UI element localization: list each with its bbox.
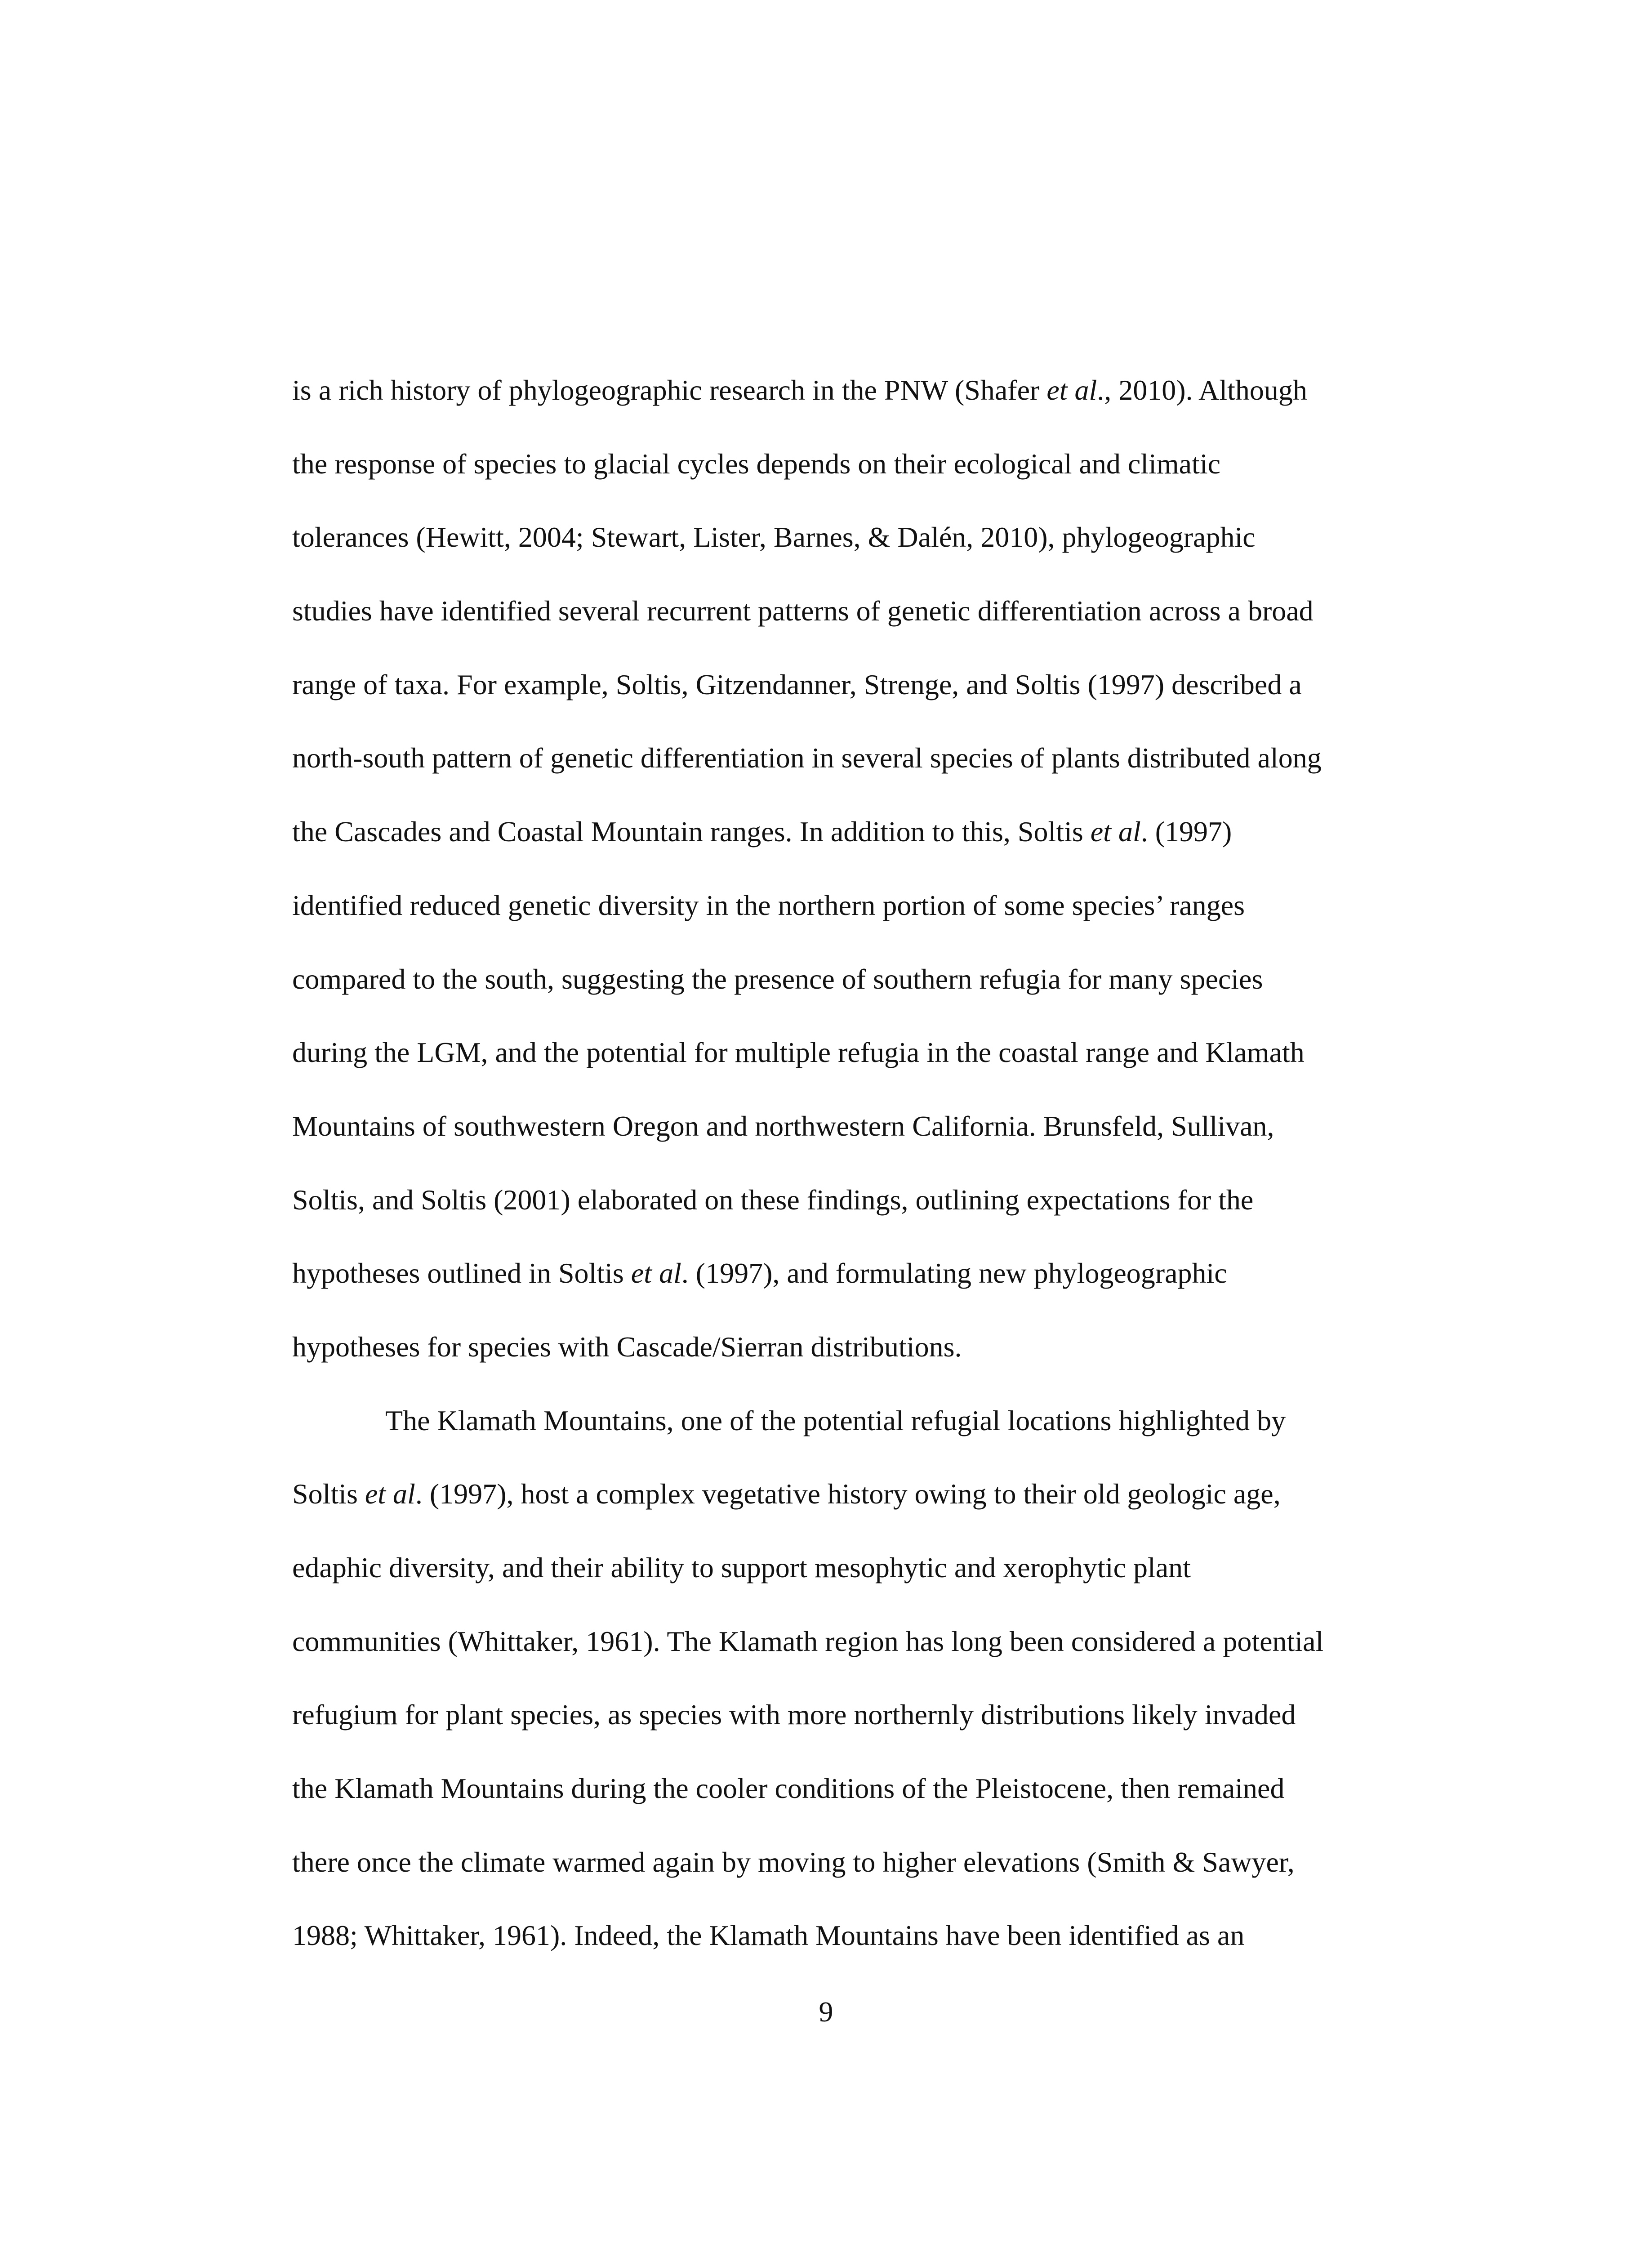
italic-text: et al	[1090, 816, 1141, 848]
text-segment: north-south pattern of genetic differentiation in several species of plants distributed along	[292, 742, 1322, 774]
text-line	[292, 500, 1488, 574]
text-segment: is a rich history of phylogeographic research in the PNW (Shafer	[292, 374, 1047, 406]
text-line	[292, 1457, 1488, 1531]
text-line	[292, 1678, 1488, 1752]
text-segment: hypotheses outlined in Soltis	[292, 1257, 631, 1289]
text-line	[292, 795, 1488, 869]
text-line	[292, 353, 1488, 427]
text-line	[292, 1531, 1488, 1605]
text-segment: . (1997), host a complex vegetative history owing to their old geologic age,	[415, 1478, 1281, 1510]
text-segment: during the LGM, and the potential for multiple refugia in the coastal range and Klamath	[292, 1036, 1305, 1069]
text-segment: ., 2010). Although	[1097, 374, 1307, 406]
text-segment: there once the climate warmed again by moving to higher elevations (Smith & Sawyer,	[292, 1846, 1295, 1878]
text-line	[292, 648, 1488, 722]
text-line	[292, 1605, 1488, 1678]
text-segment: . (1997), and formulating new phylogeographic	[681, 1257, 1227, 1289]
text-segment: tolerances (Hewitt, 2004; Stewart, Lister, Barnes, & Dalén, 2010), phylogeographic	[292, 521, 1256, 553]
text-line	[292, 1752, 1488, 1825]
italic-text: et al	[365, 1478, 415, 1510]
text-segment: range of taxa. For example, Soltis, Gitzendanner, Strenge, and Soltis (1997) described a	[292, 668, 1302, 700]
text-segment: edaphic diversity, and their ability to support mesophytic and xerophytic plant	[292, 1552, 1191, 1583]
paragraph	[292, 353, 1488, 1384]
text-segment: the response of species to glacial cycles depends on their ecological and climatic	[292, 447, 1220, 480]
text-segment: . (1997)	[1140, 816, 1232, 848]
text-line	[292, 1089, 1488, 1163]
text-segment: the Klamath Mountains during the cooler conditions of the Pleistocene, then remained	[292, 1772, 1285, 1805]
text-segment: hypotheses for species with Cascade/Sierran distributions.	[292, 1330, 962, 1363]
text-line	[292, 574, 1488, 648]
text-segment: Soltis, and Soltis (2001) elaborated on these findings, outlining expectations for the	[292, 1183, 1254, 1216]
text-segment: the Cascades and Coastal Mountain ranges. In addition to this, Soltis	[292, 816, 1091, 848]
text-line	[292, 1016, 1488, 1089]
text-segment: refugium for plant species, as species with more northernly distributions likely invaded	[292, 1699, 1296, 1731]
text-line	[292, 869, 1488, 942]
text-line	[292, 1899, 1488, 1972]
text-segment: Mountains of southwestern Oregon and northwestern California. Brunsfeld, Sullivan,	[292, 1110, 1274, 1142]
text-segment: identified reduced genetic diversity in the northern portion of some species’ ranges	[292, 889, 1245, 921]
text-line	[292, 1163, 1488, 1237]
text-segment: compared to the south, suggesting the presence of southern refugia for many species	[292, 963, 1263, 995]
text-line	[292, 1236, 1488, 1310]
text-segment: studies have identified several recurrent patterns of genetic differentiation across a broad	[292, 595, 1314, 627]
text-line	[292, 427, 1488, 501]
page-number: 9	[819, 1996, 833, 2028]
italic-text: et al	[631, 1257, 681, 1289]
text-segment: communities (Whittaker, 1961). The Klamath region has long been considered a potential	[292, 1625, 1324, 1657]
text-line	[292, 1825, 1488, 1899]
text-line	[292, 1384, 1488, 1458]
text-line	[292, 721, 1488, 795]
paragraph	[292, 1384, 1488, 1973]
text-line	[292, 942, 1488, 1016]
text-segment: 1988; Whittaker, 1961). Indeed, the Klamath Mountains have been identified as an	[292, 1919, 1245, 1952]
italic-text: et al	[1046, 374, 1097, 406]
text-segment: The Klamath Mountains, one of the potential refugial locations highlighted by	[385, 1404, 1286, 1436]
text-segment: Soltis	[292, 1478, 365, 1510]
body-text	[292, 353, 1488, 1972]
text-line	[292, 1310, 1488, 1384]
